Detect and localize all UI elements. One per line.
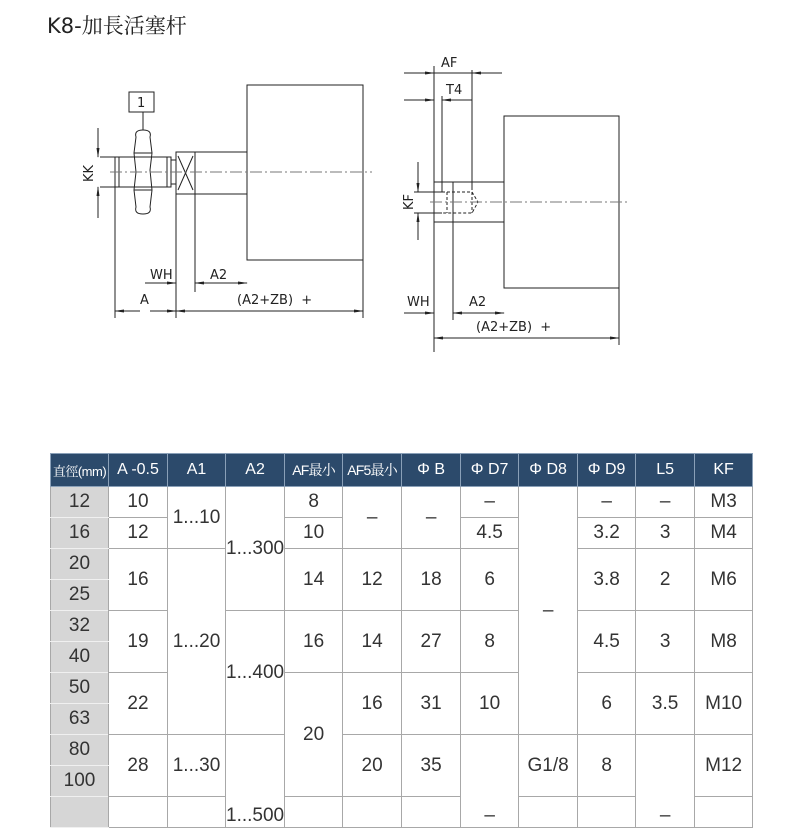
cell xyxy=(695,797,753,828)
cell: 1...10 xyxy=(168,487,226,549)
rod-thread xyxy=(115,157,171,187)
cell: 18 xyxy=(402,549,461,611)
diameter-cell xyxy=(51,797,109,828)
diameter-cell: 40 xyxy=(51,642,109,673)
cell: 19 xyxy=(109,611,168,673)
cell: 3.5 xyxy=(636,673,695,735)
cell: G1/8 xyxy=(519,735,578,797)
cell: 3.2 xyxy=(578,518,636,549)
cell: 6 xyxy=(461,549,519,611)
callout-label: 1 xyxy=(137,96,146,111)
cell: 35 xyxy=(402,735,461,797)
cell: 4.5 xyxy=(578,611,636,673)
cell: 27 xyxy=(402,611,461,673)
drawing-left xyxy=(82,85,372,318)
cell xyxy=(519,797,578,828)
cell: M3 xyxy=(695,487,753,518)
cell: 1...400 xyxy=(226,611,285,735)
table-row xyxy=(51,549,753,580)
cell: – xyxy=(636,735,695,828)
table-header xyxy=(51,454,753,487)
cell: – xyxy=(461,735,519,828)
cell: – xyxy=(343,487,402,549)
col-header: A -0.5 xyxy=(109,454,168,487)
table-row xyxy=(51,611,753,642)
diameter-cell: 16 xyxy=(51,518,109,549)
diameter-cell: 50 xyxy=(51,673,109,704)
wh-label: WH xyxy=(150,268,173,283)
col-header: AF5最小 xyxy=(343,454,402,487)
cell: 3 xyxy=(636,518,695,549)
col-header: AF最小 xyxy=(285,454,343,487)
cell: 10 xyxy=(109,487,168,518)
af-label: AF xyxy=(441,56,458,71)
cell: – xyxy=(519,487,578,735)
cell: 2 xyxy=(636,549,695,611)
cell: 1...500 xyxy=(226,735,285,828)
diameter-cell: 32 xyxy=(51,611,109,642)
cell: 22 xyxy=(109,673,168,735)
col-header: KF xyxy=(695,454,753,487)
cell: 1...20 xyxy=(168,549,226,735)
cell: 8 xyxy=(461,611,519,673)
cell: M12 xyxy=(695,735,753,797)
cell xyxy=(285,797,343,828)
diameter-cell: 12 xyxy=(51,487,109,518)
cell: M4 xyxy=(695,518,753,549)
wh-label: WH xyxy=(407,295,430,310)
table-row xyxy=(51,673,753,704)
cell: 8 xyxy=(578,735,636,797)
spec-table xyxy=(50,453,753,828)
cell: 1...300 xyxy=(226,487,285,611)
a2zb-label: (A2+ZB) + xyxy=(476,320,552,335)
col-header: A2 xyxy=(226,454,285,487)
col-header: Φ D7 xyxy=(461,454,519,487)
table-row xyxy=(51,487,753,518)
cell: 10 xyxy=(285,518,343,549)
cell: 3.8 xyxy=(578,549,636,611)
a2-label: A2 xyxy=(469,295,487,310)
col-header: Φ B xyxy=(402,454,461,487)
a-label: A xyxy=(140,293,149,308)
cell: – xyxy=(636,487,695,518)
cell xyxy=(578,797,636,828)
cell: 12 xyxy=(343,549,402,611)
drawing-right xyxy=(402,56,627,352)
a2zb-label: (A2+ZB) + xyxy=(237,293,313,308)
cell: 14 xyxy=(343,611,402,673)
piston-rod xyxy=(176,152,247,194)
cell: 16 xyxy=(109,549,168,611)
cell xyxy=(109,797,168,828)
cell: 14 xyxy=(285,549,343,611)
col-header: L5 xyxy=(636,454,695,487)
cell: 1...30 xyxy=(168,735,226,797)
diameter-cell: 100 xyxy=(51,766,109,797)
cell: 28 xyxy=(109,735,168,797)
page-title: K8-加長活塞杆 xyxy=(47,14,187,38)
kk-label: KK xyxy=(82,164,97,182)
col-header: 直徑(mm) xyxy=(51,454,109,487)
cell: 20 xyxy=(343,735,402,797)
cell: M8 xyxy=(695,611,753,673)
kf-label: KF xyxy=(402,193,417,210)
cell: – xyxy=(578,487,636,518)
diameter-cell: 80 xyxy=(51,735,109,766)
cell: M10 xyxy=(695,673,753,735)
diameter-cell: 20 xyxy=(51,549,109,580)
diameter-cell: 63 xyxy=(51,704,109,735)
cell: 6 xyxy=(578,673,636,735)
cell: 4.5 xyxy=(461,518,519,549)
cell: 10 xyxy=(461,673,519,735)
cell xyxy=(168,797,226,828)
cell: 12 xyxy=(109,518,168,549)
cell xyxy=(343,797,402,828)
cell: – xyxy=(461,487,519,518)
cell: 20 xyxy=(285,673,343,797)
table-row xyxy=(51,735,753,766)
col-header: A1 xyxy=(168,454,226,487)
technical-drawing xyxy=(0,0,800,380)
cell xyxy=(402,797,461,828)
cell: 8 xyxy=(285,487,343,518)
cell: 31 xyxy=(402,673,461,735)
a2-label: A2 xyxy=(210,268,228,283)
col-header: Φ D9 xyxy=(578,454,636,487)
cell: 16 xyxy=(343,673,402,735)
cell: – xyxy=(402,487,461,549)
diameter-cell: 25 xyxy=(51,580,109,611)
cell: 16 xyxy=(285,611,343,673)
cell: 3 xyxy=(636,611,695,673)
cell: M6 xyxy=(695,549,753,611)
t4-label: T4 xyxy=(446,83,463,98)
col-header: Φ D8 xyxy=(519,454,578,487)
